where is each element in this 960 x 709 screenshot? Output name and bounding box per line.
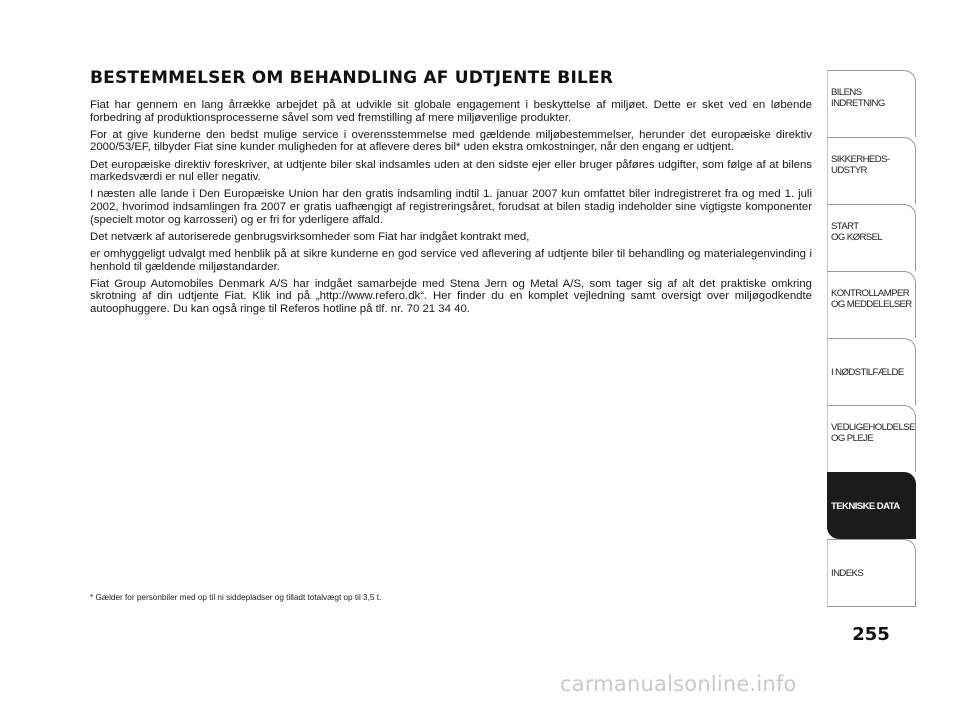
document-content: [90, 68, 812, 320]
footnote: * Gælder for personbiler med op til ni siddepladser og tilladt totalvægt op til 3,5 t.: [90, 593, 382, 602]
tab-sikkerhedsudstyr[interactable]: SIKKERHEDS- UDSTYR: [827, 137, 916, 204]
page-number: 255: [852, 624, 890, 645]
paragraph-service: For at give kunderne den bedst mulige service i overensstemmelse med gældende miljøbestemmelser, herunder det europæiske direktiv 2000/53/EF, tilbyder Fiat sine kunder muligheden for at aflevere deres bil* uden ekstra omkostninger, når den engang er udtjent.: [90, 128, 812, 154]
tab-start-og-korsel[interactable]: START OG KØRSEL: [827, 204, 916, 271]
paragraph-directive: Det europæiske direktiv foreskriver, at udtjente biler skal indsamles uden at den sidste ejer eller bruger påføres udgifter, som følge af at bilens markedsværdi er nul eller negativ.: [90, 158, 812, 184]
paragraph-intro: Fiat har gennem en lang årrække arbejdet på at udvikle sit globale engagement i beskyttelse af miljøet. Dette er sket ved en løbende forbedring af produktionsprocesserne såvel som ved fremstilling af mere miljøvenlige produkter.: [90, 99, 812, 124]
paragraph-network: Det netværk af autoriserede genbrugsvirksomheder som Fiat har indgået kontrakt med,: [90, 230, 530, 243]
watermark: carmanualsonline.info: [560, 672, 797, 696]
tab-tekniske-data[interactable]: TEKNISKE DATA: [827, 472, 916, 539]
tab-vedligeholdelse[interactable]: VEDLIGEHOLDELSE OG PLEJE: [827, 405, 916, 472]
page-title: BESTEMMELSER OM BEHANDLING AF UDTJENTE BILER: [90, 68, 614, 88]
paragraph-selection: er omhyggeligt udvalgt med henblik på at sikre kunderne en god service ved aflevering af udtjente biler til behandling og materialegenvinding i henhold til gældende miljøstandarder.: [90, 247, 812, 273]
sidebar-divider: [827, 606, 916, 607]
tab-indeks[interactable]: INDEKS: [827, 539, 916, 606]
tab-kontrollamper[interactable]: KONTROLLAMPER OG MEDDELELSER: [827, 271, 916, 338]
tab-bilens-indretning[interactable]: BILENS INDRETNING: [827, 70, 916, 137]
paragraph-contact: Fiat Group Automobiles Denmark A/S har indgået samarbejde med Stena Jern og Metal A/S, som tager sig af alt det praktiske omkring skrotning af din udtjente Fiat. Klik ind på „http://www.refero.dk“. Her finder du en komplet vejledning samt oversigt over miljøgodkendte autoophuggere. Du kan også ringe til Referos hotline på tlf. nr. 70 21 34 40.: [90, 277, 812, 315]
tab-i-nodstilfaelde[interactable]: I NØDSTILFÆLDE: [827, 338, 916, 405]
chapter-sidebar: [827, 70, 916, 607]
paragraph-collection: I næsten alle lande i Den Europæiske Union har den gratis indsamling indtil 1. januar 2007 kun omfattet biler indregistreret fra og med 1. juli 2002, hvorimod indsamlingen fra 2007 er gratis uafhængigt af registreringsåret, forudsat at bilen stadig indeholder sine vigtigste komponenter (specielt motor og karrosseri) og er fri for yderligere affald.: [90, 188, 812, 226]
